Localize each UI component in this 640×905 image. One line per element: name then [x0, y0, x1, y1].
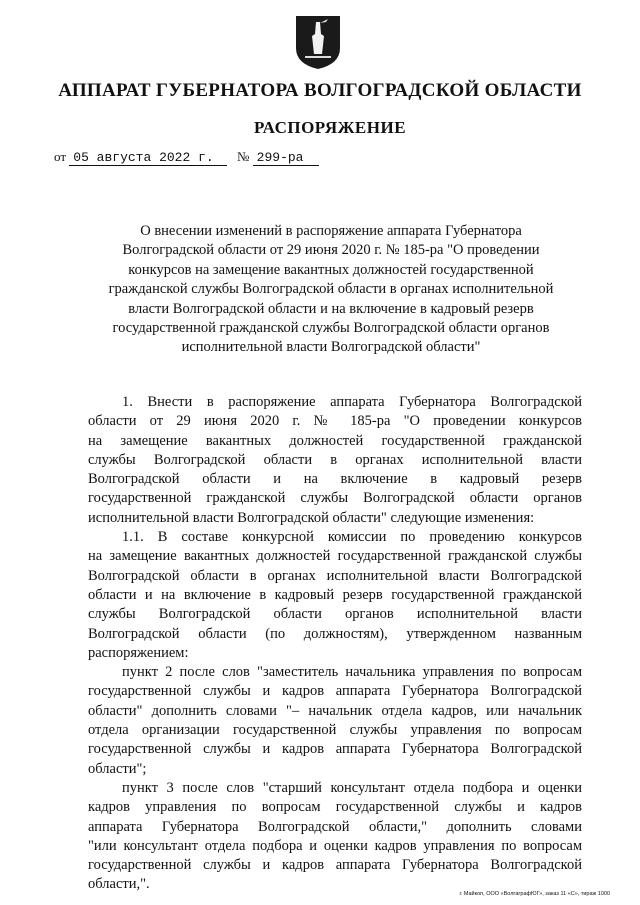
document-number: 299-ра	[253, 150, 319, 166]
body-line: области и на включение в кадровый резерв государственной гражданской	[88, 586, 582, 603]
document-body	[88, 393, 582, 895]
body-line: службы Волгоградской области органов исполнительной власти	[88, 606, 582, 623]
body-line: Волгоградской области в органах исполнительной власти Волгоградской	[88, 567, 582, 584]
body-line: пункт 2 после слов "заместитель начальника управления по вопросам	[122, 664, 582, 681]
body-line: аппарата Губернатора Волгоградской области," дополнить словами	[88, 818, 582, 835]
date-number-line	[54, 149, 319, 166]
title-line: гражданской службы Волгоградской области в органах исполнительной	[108, 281, 554, 298]
title-line: О внесении изменений в распоряжение аппарата Губернатора	[140, 223, 522, 239]
body-line: отдела организации государственной службы управления по вопросам	[88, 722, 582, 739]
body-line: области от 29 июня 2020 г. № 185-ра "О проведении конкурсов	[88, 413, 582, 430]
body-line: на замещение вакантных должностей государственной гражданской службы	[88, 548, 582, 565]
body-line: области" дополнить словами "– начальник отдела кадров, или начальник	[88, 702, 582, 719]
body-line: службы Волгоградской области в органах исполнительной власти	[88, 451, 582, 468]
body-line: "или консультант отдела подбора и оценки кадров управления по вопросам	[88, 837, 582, 854]
body-line: области";	[88, 760, 147, 777]
body-line: пункт 3 после слов "старший консультант отдела подбора и оценки	[122, 779, 582, 796]
document-date: 05 августа 2022 г.	[69, 150, 227, 166]
date-prefix: от	[54, 149, 67, 164]
body-line: Волгоградской области (по должностям), утвержденном названным	[88, 625, 582, 642]
number-sign: №	[237, 149, 250, 164]
body-line: государственной гражданской службы Волгоградской области органов	[88, 490, 582, 507]
body-line: распоряжением:	[88, 644, 189, 661]
body-line: государственной службы и кадров аппарата Губернатора Волгоградской	[88, 857, 582, 874]
body-line: Волгоградской области и на включение в кадровый резерв	[88, 471, 582, 488]
body-line: государственной службы и кадров аппарата Губернатора Волгоградской	[88, 683, 582, 700]
printer-footer: г. Майкоп, ООО «ВолгаграфЮГ», заказ 11 «С», тираж 1000	[459, 891, 610, 897]
title-line: Волгоградской области от 29 июня 2020 г. № 185-ра "О проведении	[122, 242, 540, 259]
body-line: государственной службы и кадров аппарата Губернатора Волгоградской	[88, 741, 582, 758]
body-line: кадров управления по вопросам государственной службы и кадров	[88, 799, 582, 816]
document-type-heading: РАСПОРЯЖЕНИЕ	[253, 118, 407, 137]
organization-title: АППАРАТ ГУБЕРНАТОРА ВОЛГОГРАДСКОЙ ОБЛАСТИ	[58, 80, 582, 101]
body-line: исполнительной власти Волгоградской области" следующие изменения:	[88, 509, 535, 526]
title-line: исполнительной власти Волгоградской области"	[181, 339, 481, 356]
title-line: власти Волгоградской области и на включение в кадровый резерв	[128, 300, 534, 317]
document-title	[90, 222, 572, 358]
coat-of-arms-emblem-icon	[293, 14, 343, 70]
title-line: государственной гражданской службы Волгоградской области органов	[112, 320, 550, 337]
body-line: на замещение вакантных должностей государственной гражданской	[88, 432, 582, 449]
body-line: области,".	[88, 876, 150, 893]
body-line: 1. Внести в распоряжение аппарата Губернатора Волгоградской	[122, 394, 582, 410]
title-line: конкурсов на замещение вакантных должностей государственной	[128, 261, 534, 278]
body-line: 1.1. В составе конкурсной комиссии по проведению конкурсов	[122, 529, 582, 546]
